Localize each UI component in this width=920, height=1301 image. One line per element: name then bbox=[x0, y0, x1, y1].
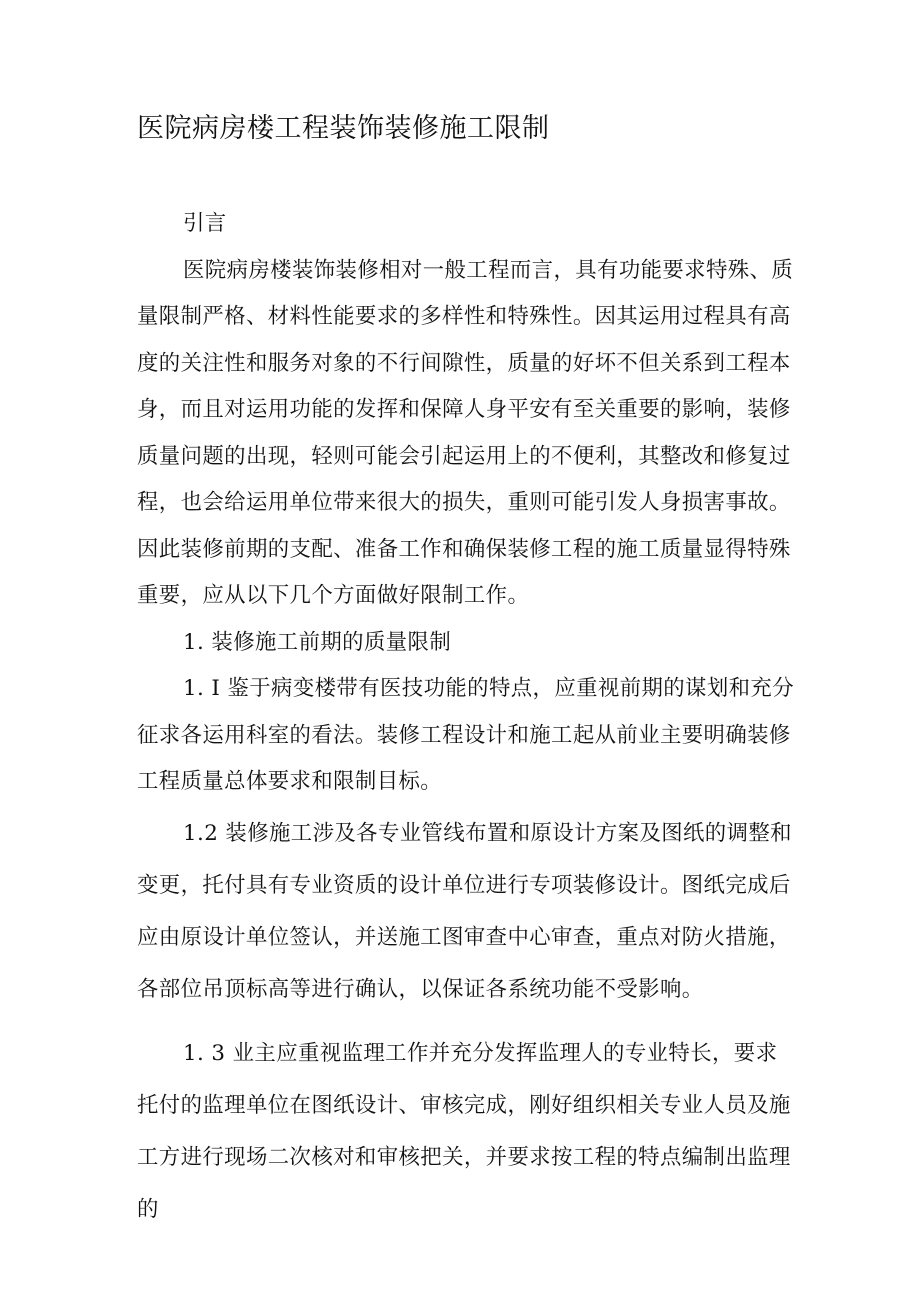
item-1-1-paragraph: 1. I 鉴于病变楼带有医技功能的特点，应重视前期的谋划和充分征求各运用科室的看法。装修工程设计和施工起从前业主要明确装修工程质量总体要求和限制目标。 bbox=[137, 676, 795, 794]
intro-section bbox=[137, 201, 797, 806]
section-1-heading: 1. 装修施工前期的质量限制 bbox=[183, 629, 452, 655]
item-1-2-section bbox=[137, 808, 797, 1016]
item-1-2-paragraph: 1.2 装修施工涉及各专业管线布置和原设计方案及图纸的调整和变更，托付具有专业资质的设计单位进行专项装修设计。图纸完成后应由原设计单位签认，并送施工图审查中心审查，重点对防火措施，各部位吊顶标高等进行确认，以保证各系统功能不受影响。 bbox=[137, 821, 792, 1002]
intro-heading: 引言 bbox=[183, 211, 227, 236]
document-title: 医院病房楼工程装饰装修施工限制 bbox=[137, 113, 550, 144]
intro-paragraph: 医院病房楼装饰装修相对一般工程而言，具有功能要求特殊、质量限制严格、材料性能要求的多样性和特殊性。因其运用过程具有高度的关注性和服务对象的不行间隙性，质量的好坏不但关系到工程本身，而且对运用功能的发挥和保障人身平安有至关重要的影响，装修质量问题的出现，轻则可能会引起运用上的不便利，其整改和修复过程，也会给运用单位带来很大的损失，重则可能引发人身损害事故。因此装修前期的支配、准备工作和确保装修工程的施工质量显得特殊重要，应从以下几个方面做好限制工作。 bbox=[137, 257, 794, 608]
item-1-3-section bbox=[137, 1028, 797, 1236]
item-1-3-paragraph: 1. 3 业主应重视监理工作并充分发挥监理人的专业特长，要求托付的监理单位在图纸设计、审核完成，刚好组织相关专业人员及施工方进行现场二次核对和审核把关，并要求按工程的特点编制出监理的 bbox=[137, 1041, 791, 1222]
